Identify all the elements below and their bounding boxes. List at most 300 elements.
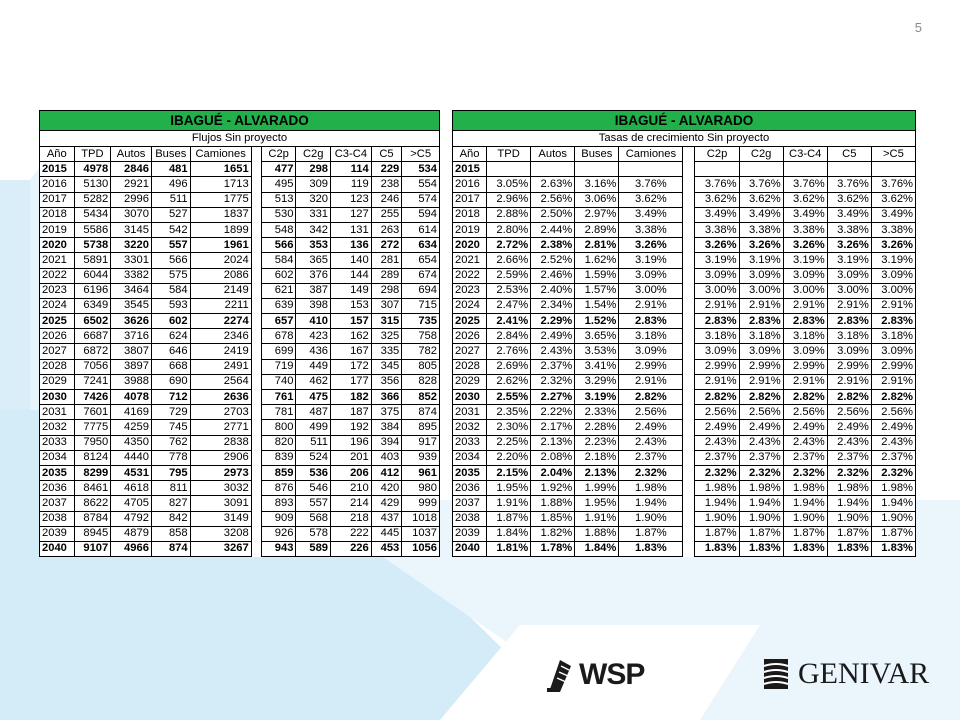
table-row	[453, 435, 916, 450]
table-row	[453, 177, 916, 192]
value-cell: 2.83%	[783, 314, 827, 329]
value-cell: 2.32%	[783, 465, 827, 480]
value-cell: 1.94%	[871, 496, 915, 511]
value-cell: 820	[261, 435, 296, 450]
value-cell: 3267	[190, 541, 251, 556]
value-cell: 2.43%	[619, 435, 683, 450]
year-cell: 2024	[40, 298, 75, 313]
value-cell: 2.97%	[575, 207, 619, 222]
value-cell: 594	[402, 207, 440, 222]
table-header-row	[40, 147, 440, 162]
value-cell: 811	[151, 481, 190, 496]
value-cell: 4440	[111, 450, 152, 465]
value-cell: 2.72%	[487, 238, 531, 253]
year-cell: 2031	[40, 405, 75, 420]
value-cell: 3.38%	[739, 222, 783, 237]
value-cell: 939	[402, 450, 440, 465]
value-cell: 2.82%	[827, 390, 871, 405]
genivar-wordmark: GENIVAR	[798, 657, 930, 690]
value-cell: 127	[331, 207, 372, 222]
value-cell: 229	[371, 162, 402, 177]
column-spacer	[683, 390, 695, 405]
value-cell: 3.06%	[575, 192, 619, 207]
year-cell: 2019	[40, 222, 75, 237]
column-spacer	[251, 192, 261, 207]
value-cell: 1.57%	[575, 283, 619, 298]
value-cell: 499	[296, 420, 331, 435]
table-row	[40, 390, 440, 405]
column-spacer	[251, 526, 261, 541]
value-cell: 2921	[111, 177, 152, 192]
value-cell: 2.32%	[871, 465, 915, 480]
value-cell: 3.41%	[575, 359, 619, 374]
value-cell: 999	[402, 496, 440, 511]
value-cell: 2.49%	[871, 420, 915, 435]
value-cell: 2.83%	[695, 314, 739, 329]
year-cell: 2018	[40, 207, 75, 222]
value-cell: 2.23%	[575, 435, 619, 450]
table-row	[40, 314, 440, 329]
value-cell: 8461	[74, 481, 111, 496]
value-cell: 3149	[190, 511, 251, 526]
value-cell: 8622	[74, 496, 111, 511]
value-cell: 3.09%	[619, 344, 683, 359]
table-row	[453, 222, 916, 237]
value-cell: 4618	[111, 481, 152, 496]
value-cell: 5586	[74, 222, 111, 237]
value-cell: 3220	[111, 238, 152, 253]
value-cell: 226	[331, 541, 372, 556]
table-row	[40, 450, 440, 465]
value-cell: 3545	[111, 298, 152, 313]
value-cell: 2346	[190, 329, 251, 344]
table-subtitle-row	[40, 131, 440, 147]
value-cell: 3.26%	[619, 238, 683, 253]
value-cell: 496	[151, 177, 190, 192]
value-cell: 114	[331, 162, 372, 177]
value-cell: 781	[261, 405, 296, 420]
value-cell: 3.62%	[739, 192, 783, 207]
value-cell: 745	[151, 420, 190, 435]
year-cell: 2027	[40, 344, 75, 359]
value-cell: 542	[151, 222, 190, 237]
value-cell: 345	[371, 359, 402, 374]
value-cell: 980	[402, 481, 440, 496]
value-cell: 2.13%	[531, 435, 575, 450]
value-cell: 2.37%	[619, 450, 683, 465]
value-cell: 1.87%	[783, 526, 827, 541]
column-spacer	[251, 329, 261, 344]
value-cell: 1.95%	[575, 496, 619, 511]
table-row	[40, 359, 440, 374]
value-cell: 893	[261, 496, 296, 511]
value-cell: 1.87%	[739, 526, 783, 541]
value-cell: 214	[331, 496, 372, 511]
column-spacer	[683, 283, 695, 298]
value-cell: 423	[296, 329, 331, 344]
column-spacer	[683, 450, 695, 465]
col-header-c3c4: C3-C4	[331, 147, 372, 162]
value-cell: 119	[331, 177, 372, 192]
value-cell: 657	[261, 314, 296, 329]
value-cell: 694	[402, 283, 440, 298]
value-cell	[487, 162, 531, 177]
column-spacer	[683, 496, 695, 511]
value-cell: 3.18%	[695, 329, 739, 344]
value-cell: 4792	[111, 511, 152, 526]
value-cell: 192	[331, 420, 372, 435]
value-cell: 926	[261, 526, 296, 541]
column-spacer	[683, 268, 695, 283]
value-cell: 3.62%	[619, 192, 683, 207]
year-cell: 2030	[40, 390, 75, 405]
value-cell: 3.18%	[827, 329, 871, 344]
table-row	[40, 405, 440, 420]
value-cell: 4169	[111, 405, 152, 420]
table-title-row	[40, 111, 440, 131]
table-row	[453, 511, 916, 526]
value-cell: 6196	[74, 283, 111, 298]
column-spacer	[251, 162, 261, 177]
value-cell: 4879	[111, 526, 152, 541]
value-cell: 3.09%	[783, 268, 827, 283]
value-cell: 3988	[111, 374, 152, 389]
value-cell: 2211	[190, 298, 251, 313]
value-cell: 289	[371, 268, 402, 283]
year-cell: 2035	[40, 465, 75, 480]
value-cell: 162	[331, 329, 372, 344]
value-cell: 1.95%	[487, 481, 531, 496]
table-row	[40, 435, 440, 450]
value-cell: 3.09%	[739, 268, 783, 283]
value-cell: 281	[371, 253, 402, 268]
table-row	[453, 268, 916, 283]
value-cell: 3626	[111, 314, 152, 329]
value-cell: 481	[151, 162, 190, 177]
value-cell: 805	[402, 359, 440, 374]
value-cell: 1.90%	[871, 511, 915, 526]
value-cell: 420	[371, 481, 402, 496]
value-cell: 2.53%	[487, 283, 531, 298]
value-cell: 3.26%	[871, 238, 915, 253]
value-cell: 2.37%	[871, 450, 915, 465]
year-cell: 2022	[453, 268, 487, 283]
value-cell: 2.91%	[827, 298, 871, 313]
value-cell: 3.19%	[871, 253, 915, 268]
table-title-row	[453, 111, 916, 131]
value-cell: 2.37%	[827, 450, 871, 465]
column-spacer	[251, 344, 261, 359]
value-cell: 403	[371, 450, 402, 465]
year-cell: 2015	[453, 162, 487, 177]
value-cell: 210	[331, 481, 372, 496]
value-cell: 2.82%	[871, 390, 915, 405]
value-cell: 3.62%	[695, 192, 739, 207]
value-cell: 384	[371, 420, 402, 435]
value-cell: 1.87%	[871, 526, 915, 541]
value-cell: 614	[402, 222, 440, 237]
value-cell: 668	[151, 359, 190, 374]
table-row	[40, 298, 440, 313]
value-cell: 307	[371, 298, 402, 313]
value-cell: 3.09%	[619, 268, 683, 283]
value-cell: 593	[151, 298, 190, 313]
year-cell: 2025	[453, 314, 487, 329]
column-spacer	[251, 298, 261, 313]
col-header-autos: Autos	[531, 147, 575, 162]
year-cell: 2021	[40, 253, 75, 268]
value-cell: 1.90%	[827, 511, 871, 526]
value-cell: 3.49%	[619, 207, 683, 222]
value-cell: 3.18%	[871, 329, 915, 344]
value-cell: 699	[261, 344, 296, 359]
value-cell: 1037	[402, 526, 440, 541]
value-cell: 3.09%	[827, 268, 871, 283]
column-spacer	[251, 435, 261, 450]
value-cell: 3807	[111, 344, 152, 359]
value-cell: 3.19%	[619, 253, 683, 268]
page-number: 5	[914, 20, 922, 35]
value-cell: 2.91%	[871, 374, 915, 389]
value-cell: 2.99%	[783, 359, 827, 374]
value-cell: 3032	[190, 481, 251, 496]
value-cell: 1.90%	[739, 511, 783, 526]
table-row	[40, 192, 440, 207]
value-cell: 3.76%	[827, 177, 871, 192]
value-cell: 5434	[74, 207, 111, 222]
year-cell: 2035	[453, 465, 487, 480]
value-cell: 149	[331, 283, 372, 298]
value-cell: 2.76%	[487, 344, 531, 359]
value-cell: 429	[371, 496, 402, 511]
value-cell: 167	[331, 344, 372, 359]
table-row	[453, 374, 916, 389]
value-cell: 2.83%	[871, 314, 915, 329]
value-cell: 1.90%	[619, 511, 683, 526]
value-cell: 1.91%	[575, 511, 619, 526]
column-spacer	[683, 298, 695, 313]
value-cell: 1.98%	[871, 481, 915, 496]
value-cell: 5891	[74, 253, 111, 268]
value-cell: 2.69%	[487, 359, 531, 374]
year-cell: 2030	[453, 390, 487, 405]
value-cell	[531, 162, 575, 177]
value-cell: 566	[151, 253, 190, 268]
value-cell: 2.32%	[531, 374, 575, 389]
value-cell: 2491	[190, 359, 251, 374]
value-cell: 719	[261, 359, 296, 374]
value-cell: 3.76%	[871, 177, 915, 192]
value-cell: 2.49%	[739, 420, 783, 435]
value-cell: 2.40%	[531, 283, 575, 298]
value-cell: 1.83%	[783, 541, 827, 556]
value-cell: 584	[261, 253, 296, 268]
value-cell: 387	[296, 283, 331, 298]
value-cell: 782	[402, 344, 440, 359]
value-cell: 2.56%	[871, 405, 915, 420]
table-subtitle: Flujos Sin proyecto	[40, 131, 440, 147]
year-cell: 2039	[40, 526, 75, 541]
value-cell: 4259	[111, 420, 152, 435]
column-spacer	[251, 283, 261, 298]
value-cell: 2.91%	[739, 374, 783, 389]
column-spacer	[251, 450, 261, 465]
value-cell: 255	[371, 207, 402, 222]
value-cell: 3.49%	[827, 207, 871, 222]
value-cell: 839	[261, 450, 296, 465]
value-cell: 1.87%	[487, 511, 531, 526]
value-cell: 2.32%	[695, 465, 739, 480]
wsp-logo	[547, 658, 644, 692]
value-cell: 153	[331, 298, 372, 313]
table-row	[40, 465, 440, 480]
value-cell: 1.59%	[575, 268, 619, 283]
value-cell: 2.62%	[487, 374, 531, 389]
value-cell	[827, 162, 871, 177]
column-spacer	[683, 238, 695, 253]
value-cell: 3.18%	[783, 329, 827, 344]
value-cell: 157	[331, 314, 372, 329]
value-cell: 2.33%	[575, 405, 619, 420]
value-cell: 2.49%	[827, 420, 871, 435]
value-cell: 2.29%	[531, 314, 575, 329]
value-cell: 3.19%	[695, 253, 739, 268]
year-cell: 2026	[453, 329, 487, 344]
col-header-gtc5: >C5	[402, 147, 440, 162]
value-cell: 2.43%	[531, 344, 575, 359]
year-cell: 2026	[40, 329, 75, 344]
value-cell	[871, 162, 915, 177]
value-cell: 2906	[190, 450, 251, 465]
value-cell: 1713	[190, 177, 251, 192]
value-cell: 874	[151, 541, 190, 556]
column-spacer	[251, 541, 261, 556]
value-cell: 7775	[74, 420, 111, 435]
year-cell: 2019	[453, 222, 487, 237]
col-header-c3c4: C3-C4	[783, 147, 827, 162]
value-cell: 2.56%	[695, 405, 739, 420]
value-cell: 1.84%	[575, 541, 619, 556]
value-cell: 2.82%	[739, 390, 783, 405]
column-spacer	[683, 253, 695, 268]
value-cell: 511	[296, 435, 331, 450]
year-cell: 2032	[40, 420, 75, 435]
value-cell: 3.49%	[871, 207, 915, 222]
value-cell: 1.92%	[531, 481, 575, 496]
value-cell: 557	[151, 238, 190, 253]
column-spacer	[251, 481, 261, 496]
value-cell: 487	[296, 405, 331, 420]
value-cell: 2.27%	[531, 390, 575, 405]
column-spacer	[683, 222, 695, 237]
value-cell: 196	[331, 435, 372, 450]
value-cell: 1.98%	[739, 481, 783, 496]
value-cell	[695, 162, 739, 177]
table-row	[453, 465, 916, 480]
table-row	[40, 268, 440, 283]
value-cell: 2.38%	[531, 238, 575, 253]
table-row	[40, 344, 440, 359]
value-cell: 436	[296, 344, 331, 359]
value-cell: 1775	[190, 192, 251, 207]
value-cell: 674	[402, 268, 440, 283]
value-cell: 2.99%	[827, 359, 871, 374]
value-cell: 3.29%	[575, 374, 619, 389]
year-cell: 2033	[453, 435, 487, 450]
value-cell: 6502	[74, 314, 111, 329]
value-cell: 3.76%	[695, 177, 739, 192]
column-spacer	[251, 207, 261, 222]
column-spacer	[683, 374, 695, 389]
value-cell: 634	[402, 238, 440, 253]
table-row	[40, 177, 440, 192]
value-cell: 2.49%	[531, 329, 575, 344]
year-cell: 2028	[453, 359, 487, 374]
year-cell: 2034	[40, 450, 75, 465]
column-spacer	[683, 192, 695, 207]
value-cell: 1.94%	[695, 496, 739, 511]
value-cell: 2.43%	[739, 435, 783, 450]
col-header-c2p: C2p	[261, 147, 296, 162]
value-cell: 859	[261, 465, 296, 480]
value-cell: 2.49%	[619, 420, 683, 435]
table-row	[453, 541, 916, 556]
value-cell: 365	[296, 253, 331, 268]
value-cell: 2973	[190, 465, 251, 480]
table-title: IBAGUÉ - ALVARADO	[453, 111, 916, 131]
value-cell: 624	[151, 329, 190, 344]
column-spacer	[251, 177, 261, 192]
table-row	[40, 329, 440, 344]
value-cell: 729	[151, 405, 190, 420]
value-cell: 795	[151, 465, 190, 480]
value-cell: 678	[261, 329, 296, 344]
value-cell: 602	[151, 314, 190, 329]
value-cell: 2.35%	[487, 405, 531, 420]
value-cell: 298	[371, 283, 402, 298]
value-cell: 2.20%	[487, 450, 531, 465]
value-cell: 2564	[190, 374, 251, 389]
value-cell: 548	[261, 222, 296, 237]
value-cell: 136	[331, 238, 372, 253]
value-cell: 852	[402, 390, 440, 405]
genivar-emblem-icon	[762, 657, 790, 691]
value-cell: 3.16%	[575, 177, 619, 192]
value-cell: 876	[261, 481, 296, 496]
value-cell: 712	[151, 390, 190, 405]
value-cell: 621	[261, 283, 296, 298]
value-cell: 5130	[74, 177, 111, 192]
value-cell: 201	[331, 450, 372, 465]
year-cell: 2037	[453, 496, 487, 511]
column-spacer	[251, 253, 261, 268]
value-cell: 1.94%	[827, 496, 871, 511]
value-cell: 2.52%	[531, 253, 575, 268]
value-cell: 7950	[74, 435, 111, 450]
table-row	[453, 405, 916, 420]
value-cell: 3070	[111, 207, 152, 222]
value-cell: 2.91%	[783, 298, 827, 313]
value-cell: 1.98%	[827, 481, 871, 496]
year-cell: 2017	[453, 192, 487, 207]
table-row	[453, 192, 916, 207]
value-cell: 315	[371, 314, 402, 329]
value-cell: 123	[331, 192, 372, 207]
value-cell: 2.47%	[487, 298, 531, 313]
table-row	[453, 238, 916, 253]
value-cell: 2.46%	[531, 268, 575, 283]
value-cell: 2.41%	[487, 314, 531, 329]
